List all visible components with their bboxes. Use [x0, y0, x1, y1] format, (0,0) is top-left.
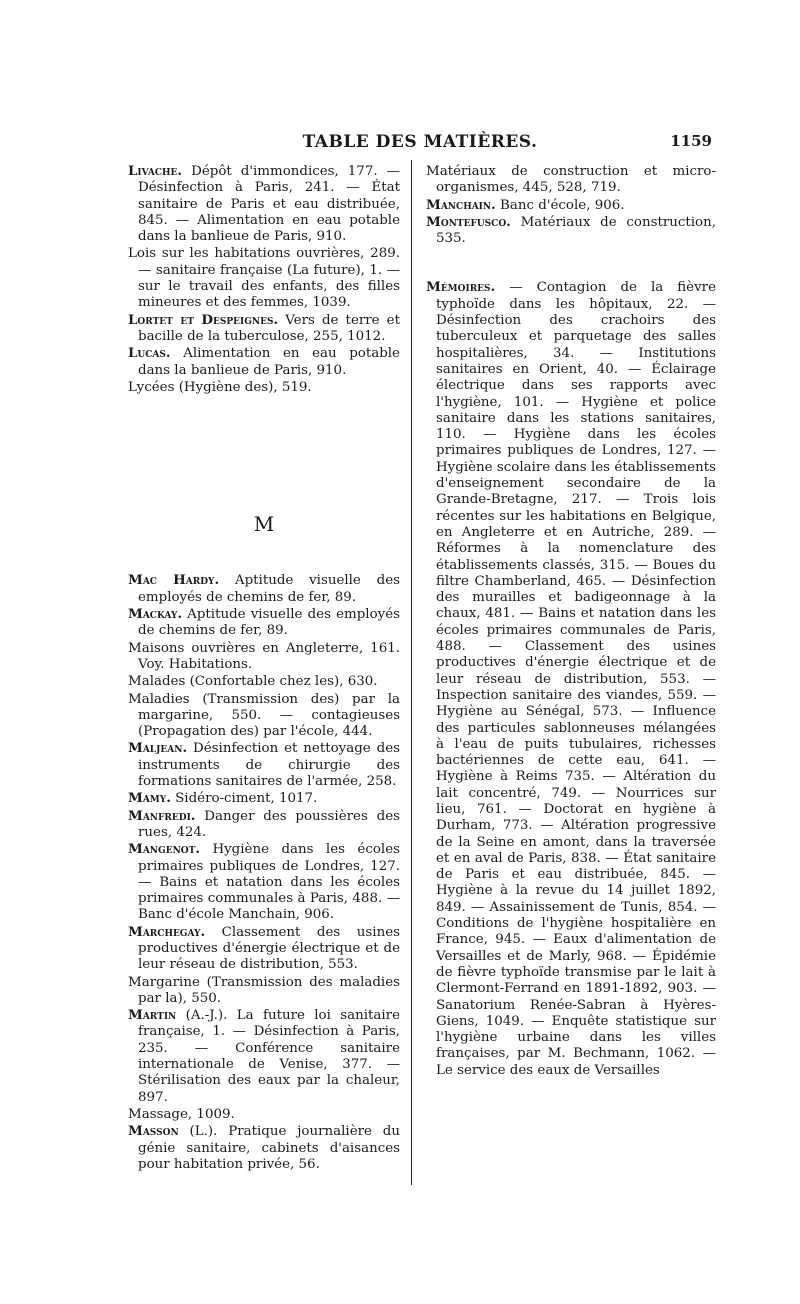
index-entry	[426, 197, 716, 214]
entry-text: Vers de terre et bacille de la tuberculose, 255, 1012.	[138, 312, 400, 344]
entry-text: Maladies (Transmission des) par la margarine, 550. — contagieuses (Propagation des) par l'école, 444.	[128, 691, 400, 740]
index-entry	[128, 606, 400, 640]
left-column	[128, 163, 400, 1173]
index-entry	[128, 1106, 400, 1123]
entry-text: Aptitude visuelle des employés de chemins de fer, 89.	[138, 573, 400, 605]
entry-head: Livache.	[128, 163, 183, 179]
index-entry	[128, 245, 400, 311]
entry-head: Mackay.	[128, 606, 183, 623]
index-entry-memoires	[426, 279, 716, 1079]
entry-text: Matériaux de construction et micro-organismes, 445, 528, 719.	[426, 164, 716, 196]
column-divider	[411, 160, 412, 1185]
index-entry	[128, 163, 400, 245]
index-entry	[128, 740, 400, 790]
entry-head: Lortet et Despeignes.	[128, 311, 279, 328]
entry-head: Montefusco.	[426, 213, 511, 230]
running-title: TABLE DES MATIÈRES.	[302, 132, 538, 152]
index-entry	[128, 790, 400, 807]
entry-text: Banc d'école, 906.	[495, 197, 625, 213]
entry-head: Mamy.	[128, 790, 171, 807]
entry-text: Alimentation en eau potable dans la banlieue de Paris, 910.	[138, 346, 400, 378]
entry-text: Sidéro-ciment, 1017.	[170, 791, 318, 807]
index-entry	[128, 312, 400, 346]
entry-head: Maljean.	[128, 740, 188, 757]
entry-head: Mémoires.	[426, 279, 496, 296]
index-entry	[128, 974, 400, 1008]
index-entry	[128, 673, 400, 690]
index-entry	[128, 924, 400, 974]
entry-text: Classement des usines productives d'énergie électrique et de leur réseau de distribution, 553.	[138, 924, 400, 973]
entry-text: (L.). Pratique journalière du génie sanitaire, cabinets d'aisances pour habitation privée, 56.	[138, 1124, 400, 1172]
entry-text: Aptitude visuelle des employés de chemins de fer, 89.	[138, 607, 400, 639]
index-entry	[128, 841, 400, 923]
entry-text: Maisons ouvrières en Angleterre, 161. Voy. Habitations.	[128, 640, 400, 672]
page-number: 1159	[670, 132, 712, 150]
entry-text: Margarine (Transmission des maladies par la), 550.	[128, 974, 400, 1006]
entry-head: Marchegay.	[128, 923, 206, 940]
entry-text: Danger des poussières des rues, 424.	[138, 808, 400, 840]
entry-head: Mac Hardy.	[128, 572, 220, 589]
index-entry	[128, 808, 400, 842]
entry-head: Martin	[128, 1007, 177, 1024]
entry-text: Dépôt d'immondices, 177. — Désinfection à Paris, 241. — État sanitaire de Paris et eau distribuée, 845. — Alimentation en eau potable dans la banlieue de Paris, 910.	[138, 164, 400, 245]
index-entry	[128, 640, 400, 674]
index-entry	[128, 345, 400, 379]
right-column	[426, 163, 716, 1079]
entry-text: Hygiène dans les écoles primaires publiques de Londres, 127. — Bains et natation dans les écoles primaires communales à Paris, 488. — Banc d'école Manchain, 906.	[138, 842, 400, 923]
entry-head: Mangenot.	[128, 841, 201, 858]
entry-head: Manchain.	[426, 196, 496, 213]
entry-head: Manfredi.	[128, 807, 196, 824]
entry-text: Lois sur les habitations ouvrières, 289. — sanitaire française (La future), 1. — sur le travail des enfants, des filles mineures et des femmes, 1039.	[128, 246, 400, 311]
index-entry	[426, 214, 716, 248]
index-entry	[128, 572, 400, 606]
entry-text: Malades (Confortable chez les), 630.	[128, 674, 378, 690]
entry-head: Masson	[128, 1123, 179, 1140]
entry-text: Lycées (Hygiène des), 519.	[128, 379, 312, 395]
index-entry	[128, 379, 400, 396]
index-entry	[426, 163, 716, 197]
index-entry	[128, 1007, 400, 1106]
entry-text: — Contagion de la fièvre typhoïde dans les hôpitaux, 22. — Désinfection des crachoirs des tuberculeux et parquetage des salles hospitalières, 34. — Institutions sanitaires en Orient, 40. — Éclairage électrique dans ses rapports avec l'hygiène, 101. — Hygiène et police sanitaire dans les stations sanitaires, 110. — Hygiène dans les écoles primaires publiques de Londres, 127. — Hygiène scolaire dans les établissements d'enseignement secondaire de la Grande-Bretagne, 217. — Trois lois récentes sur les habitations en Belgique, en Angleterre et en Autriche, 289. — Réformes à la nomenclature des établissements classés, 315. — Boues du filtre Chamberland, 465. — Désinfection des murailles et badigeonnage à la chaux, 481. — Bains et natation dans les écoles primaires communales de Paris, 488. — Classement des usines productives d'énergie électrique et de leur réseau de distribution, 553. — Inspection sanitaire des viandes, 559. — Hygiène au Sénégal, 573. — Influence des particules sablonneuses mélangées à l'eau de puits tubulaires, richesses bactériennes de cette eau, 641. — Hygiène à Reims 735. — Altération du lait concentré, 749. — Nourrices sur lieu, 761. — Doctorat en hygiène à Durham, 773. — Altération progressive de la Seine en amont, dans la traversée et en aval de Paris, 838. — État sanitaire de Paris et eau distribuée, 845. — Hygiène à la revue du 14 juillet 1892, 849. — Assainissement de Tunis, 854. — Conditions de l'hygiène hospitalière en France, 945. — Eaux d'alimentation de Versailles et de Marly, 968. — Épidémie de fièvre typhoïde transmise par le lait à Clermont-Ferrand en 1891-1892, 903. — Sanatorium Renée-Sabran à Hyères-Giens, 1049. — Enquête statistique sur l'hygiène urbaine dans les villes françaises, par M. Bechmann, 1062. — Le service des eaux de Versailles	[436, 280, 716, 1078]
entry-head: Lucas.	[128, 345, 171, 362]
entry-text: Désinfection et nettoyage des instruments de chirurgie des formations sanitaires de l'armée, 258.	[138, 741, 400, 790]
entry-text: (A.-J.). La future loi sanitaire française, 1. — Désinfection à Paris, 235. — Conférence sanitaire internationale de Venise, 377. — Stérilisation des eaux par la chaleur, 897.	[138, 1008, 400, 1105]
section-letter: M	[253, 512, 275, 537]
entry-text: Matériaux de construction, 535.	[436, 214, 716, 247]
index-entry	[128, 1123, 400, 1173]
spacer	[426, 247, 716, 279]
page-header	[128, 132, 712, 158]
index-entry	[128, 691, 400, 741]
entry-text: Massage, 1009.	[128, 1106, 235, 1122]
